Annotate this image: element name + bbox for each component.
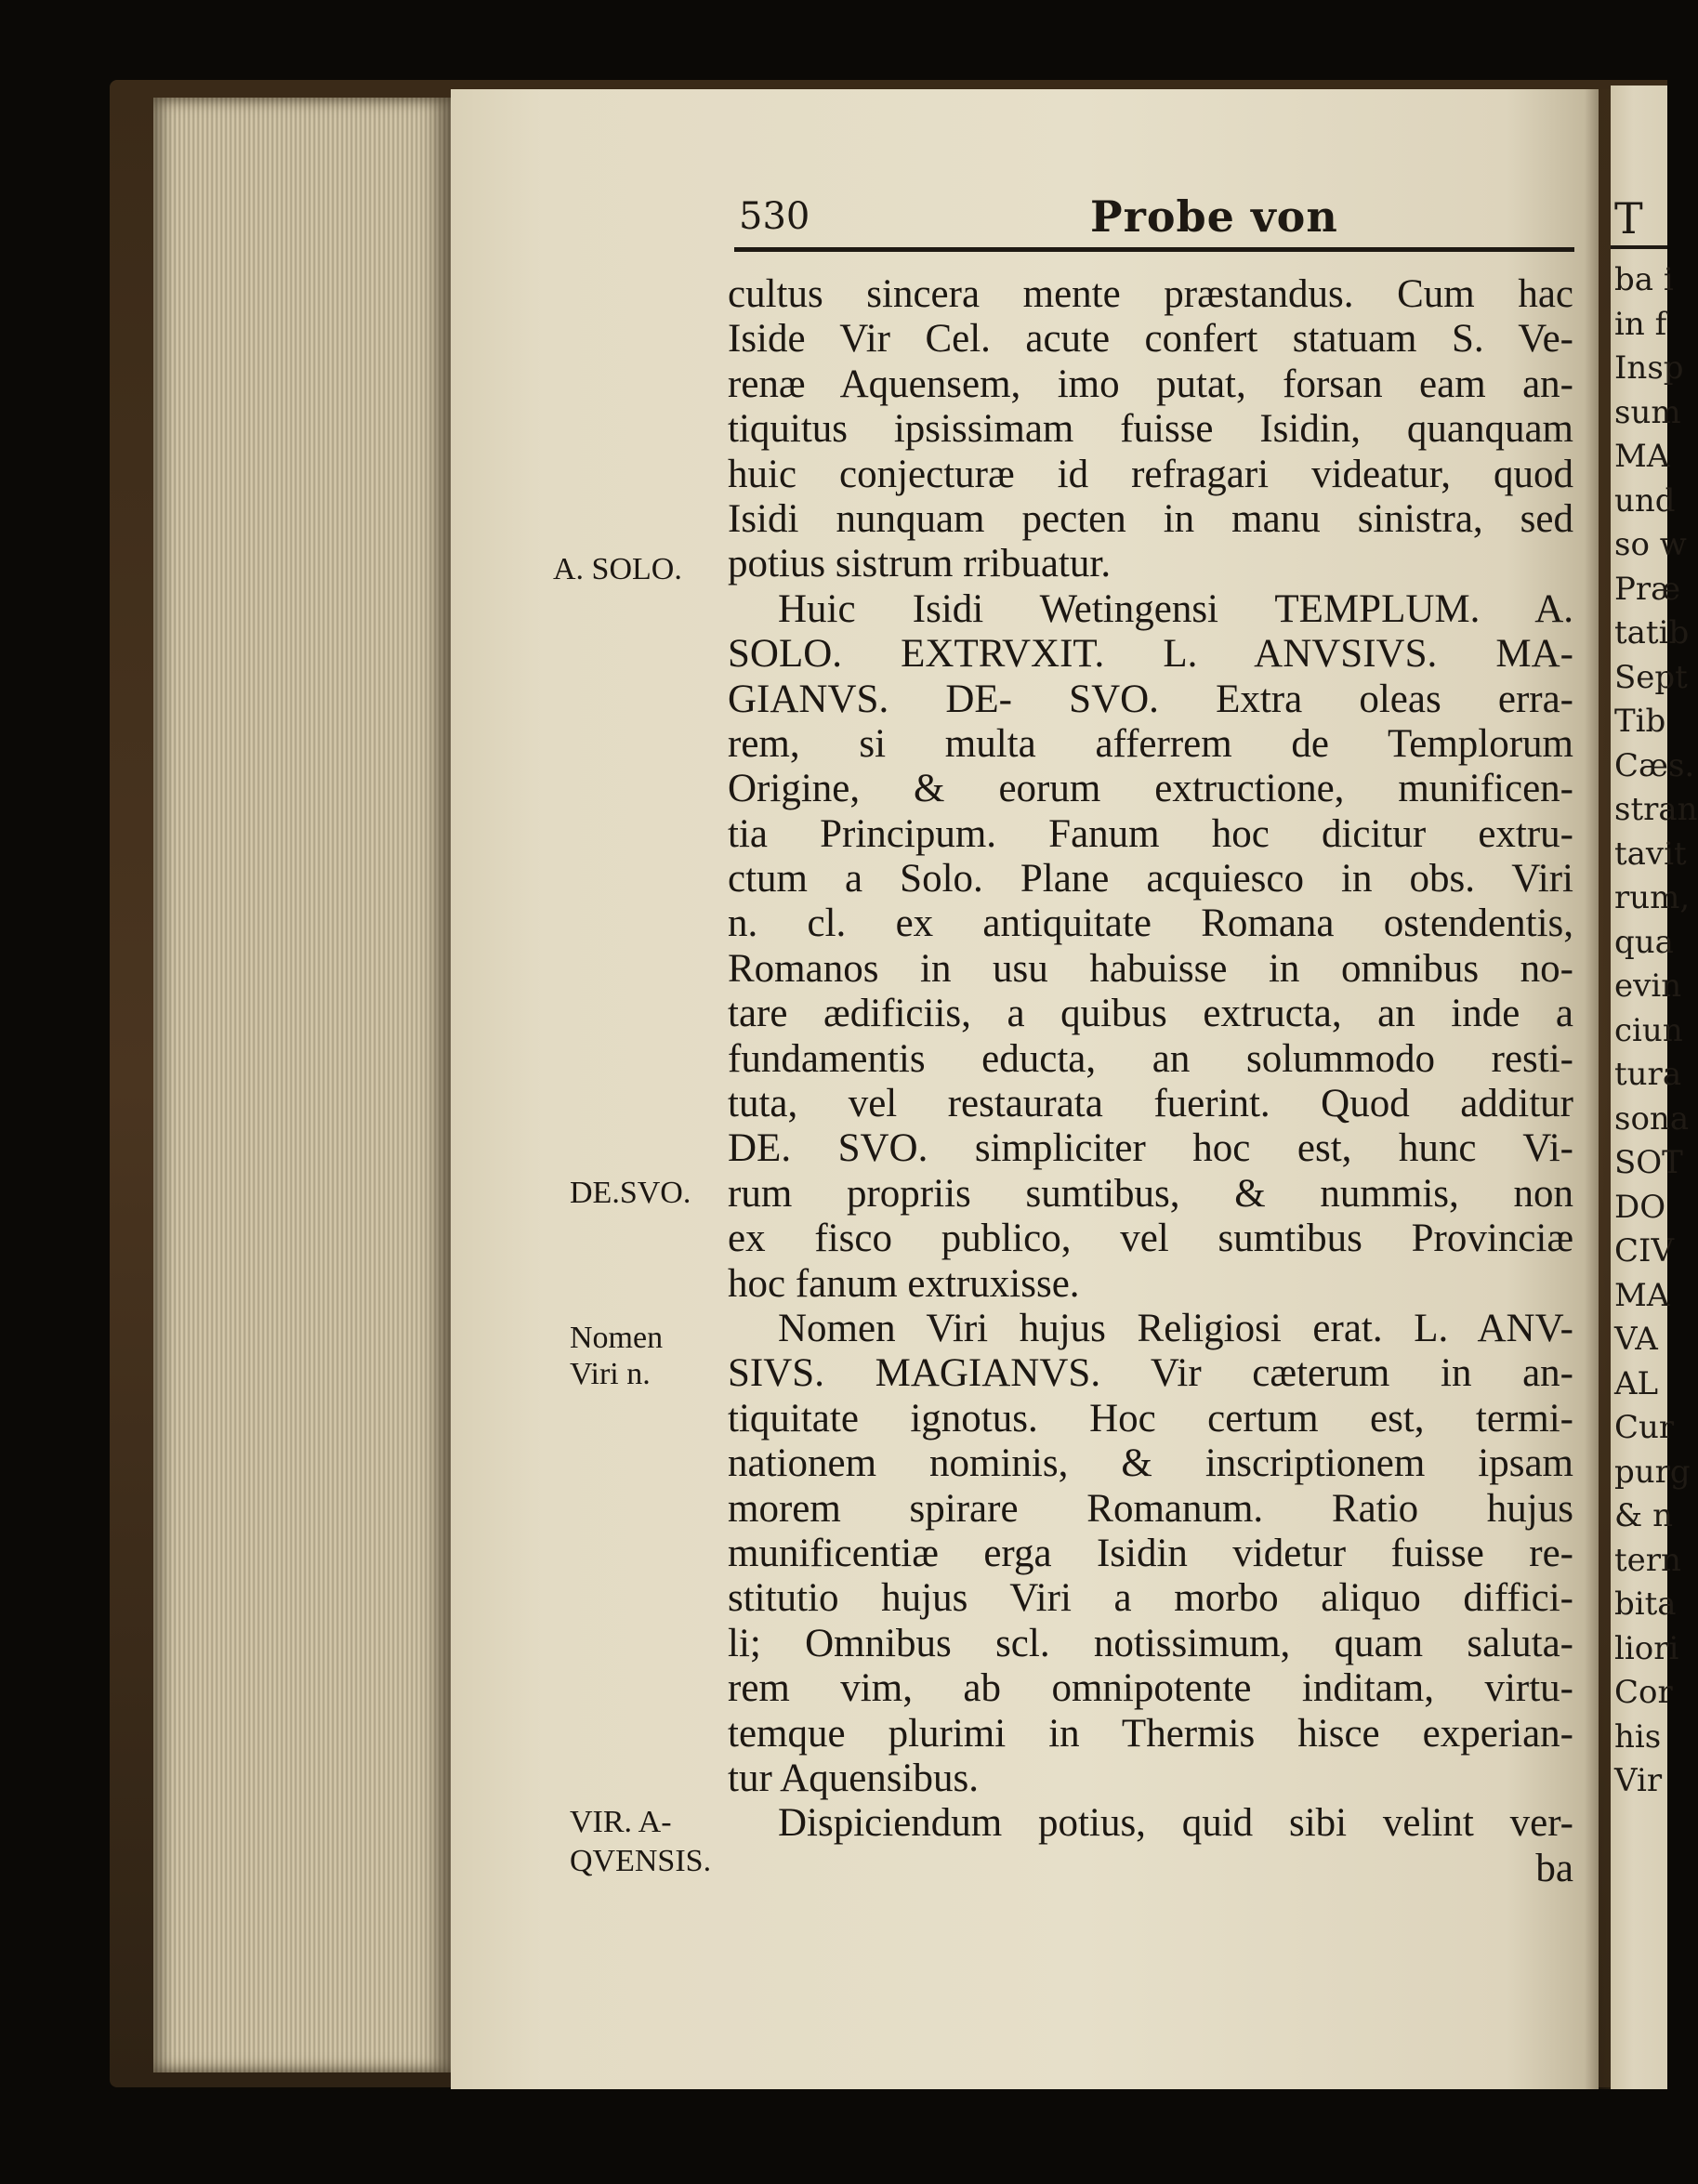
facing-page-line: so w (1614, 526, 1687, 563)
text-line: DE. SVO. simpliciter hoc est, hunc Vi- (728, 1126, 1573, 1171)
facing-page-line: CIV (1614, 1232, 1674, 1270)
text-line: renæ Aquensem, imo putat, forsan eam an- (728, 362, 1573, 406)
facing-page-line: SOT (1614, 1144, 1683, 1181)
text-line: Isidi nunquam pecten in manu sinistra, sed (728, 496, 1573, 541)
facing-page-line: und (1614, 481, 1676, 520)
text-line: n. cl. ex antiquitate Romana ostendentis, (728, 901, 1573, 946)
facing-page-line: Tib (1614, 703, 1666, 740)
facing-page-lines (1611, 258, 1698, 1804)
facing-page-line: Cur (1614, 1409, 1675, 1446)
text-line: ex fisco publico, vel sumtibus Provinciæ (728, 1217, 1573, 1261)
book-gutter (1585, 89, 1611, 2089)
text-line: tare ædificiis, a quibus extructa, an inde a (728, 992, 1573, 1036)
facing-page-line: Vir (1614, 1762, 1663, 1799)
facing-page-line: tatib (1614, 614, 1690, 651)
facing-page-line: purg (1614, 1453, 1691, 1491)
text-line: Huic Isidi Wetingensi TEMPLUM. A. (778, 586, 1573, 631)
facing-page-line: VA (1614, 1321, 1658, 1358)
text-line: tiquitate ignotus. Hoc certum est, termi- (728, 1396, 1573, 1441)
facing-page-line: his (1614, 1717, 1662, 1756)
text-line: temque plurimi in Thermis hisce experian- (728, 1711, 1573, 1756)
text-line: tur Aquensibus. (728, 1756, 979, 1800)
facing-page-rule (1611, 245, 1667, 249)
facing-page-line: MA (1614, 438, 1670, 475)
facing-page-line: bita (1614, 1585, 1677, 1623)
facing-page-line: Cæs. (1614, 746, 1695, 784)
facing-page-line: Cor (1614, 1674, 1673, 1711)
page-block-edge (153, 98, 451, 2072)
running-head: Probe von (1090, 191, 1338, 242)
margin-note-de-svo: DE.SVO. (570, 1176, 691, 1210)
text-line: SIVS. MAGIANVS. Vir cæterum in an- (728, 1351, 1573, 1396)
facing-page-line: ba i (1614, 261, 1674, 298)
facing-page-line: Præ (1614, 570, 1681, 608)
text-line: Dispiciendum potius, quid sibi velint ver- (778, 1801, 1573, 1846)
text-line: li; Omnibus scl. notissimum, quam saluta- (728, 1621, 1573, 1665)
text-line: potius sistrum rribuatur. (728, 542, 1112, 586)
text-line: munificentiæ erga Isidin videtur fuisse re- (728, 1531, 1573, 1575)
margin-note-vir: VIR. A- (570, 1805, 672, 1839)
margin-note-nomen: Nomen (570, 1321, 664, 1355)
text-line: huic conjecturæ id refragari videatur, quod (728, 452, 1573, 496)
text-line: rum propriis sumtibus, & nummis, non (728, 1171, 1573, 1216)
body-text (728, 272, 1573, 1891)
facing-page-line: qua (1614, 923, 1674, 961)
facing-page-line: MA (1614, 1276, 1670, 1314)
facing-page-line: stran (1614, 791, 1698, 828)
facing-page-line: tura (1614, 1056, 1682, 1093)
text-line: tia Principum. Fanum hoc dicitur extru- (728, 811, 1573, 856)
facing-page-line: in f (1614, 305, 1667, 343)
facing-page-line: DO (1614, 1188, 1666, 1226)
facing-page-line: tern (1614, 1541, 1681, 1579)
facing-page-line: evin (1614, 967, 1682, 1005)
text-line: SOLO. EXTRVXIT. L. ANVSIVS. MA- (728, 632, 1573, 677)
text-line: rem vim, ab omnipotente inditam, virtu- (728, 1666, 1573, 1711)
page-header (739, 191, 1575, 251)
text-line: GIANVS. DE- SVO. Extra oleas erra- (728, 677, 1573, 721)
facing-page-line: ciun (1614, 1011, 1683, 1049)
facing-page-line: rum, (1614, 879, 1691, 916)
header-rule (734, 247, 1574, 252)
text-line: Iside Vir Cel. acute confert statuam S. Ve- (728, 317, 1573, 362)
text-line: stitutio hujus Viri a morbo aliquo diffici- (728, 1576, 1573, 1621)
facing-page-heading: T (1614, 193, 1643, 243)
margin-note-a-solo: A. SOLO. (553, 552, 682, 586)
facing-page-line: liori (1614, 1629, 1679, 1667)
text-line: ba (1535, 1846, 1573, 1890)
facing-page-fragment (1611, 86, 1698, 2089)
facing-page-line: Sept (1614, 658, 1688, 696)
text-line: cultus sincera mente præstandus. Cum hac (728, 272, 1573, 316)
text-line: morem spirare Romanum. Ratio hujus (728, 1486, 1573, 1531)
text-line: Origine, & eorum extructione, munificen- (728, 767, 1573, 811)
text-line: tiquitus ipsissimam fuisse Isidin, quanquam (728, 407, 1573, 452)
facing-page-line: AL (1614, 1364, 1659, 1402)
facing-page-line: tavit (1614, 835, 1687, 873)
text-line: hoc fanum extruxisse. (728, 1261, 1080, 1306)
page-number: 530 (739, 195, 810, 238)
text-line: nationem nominis, & inscriptionem ipsam (728, 1441, 1573, 1486)
margin-note-qvensis: QVENSIS. (570, 1844, 712, 1878)
facing-page-line: sum (1614, 393, 1681, 431)
text-line: rem, si multa afferrem de Templorum (728, 721, 1573, 766)
facing-page-line: sona (1614, 1099, 1690, 1138)
text-line: ctum a Solo. Plane acquiesco in obs. Viri (728, 857, 1573, 901)
margin-note-viri: Viri n. (570, 1357, 651, 1391)
facing-page-line: Insp (1614, 349, 1684, 387)
text-line: fundamentis educta, an solummodo resti- (728, 1036, 1573, 1081)
text-line: tuta, vel restaurata fuerint. Quod additur (728, 1082, 1573, 1126)
facing-page-line: & n (1614, 1497, 1673, 1534)
text-line: Romanos in usu habuisse in omnibus no- (728, 946, 1573, 991)
text-line: Nomen Viri hujus Religiosi erat. L. ANV- (778, 1306, 1573, 1350)
